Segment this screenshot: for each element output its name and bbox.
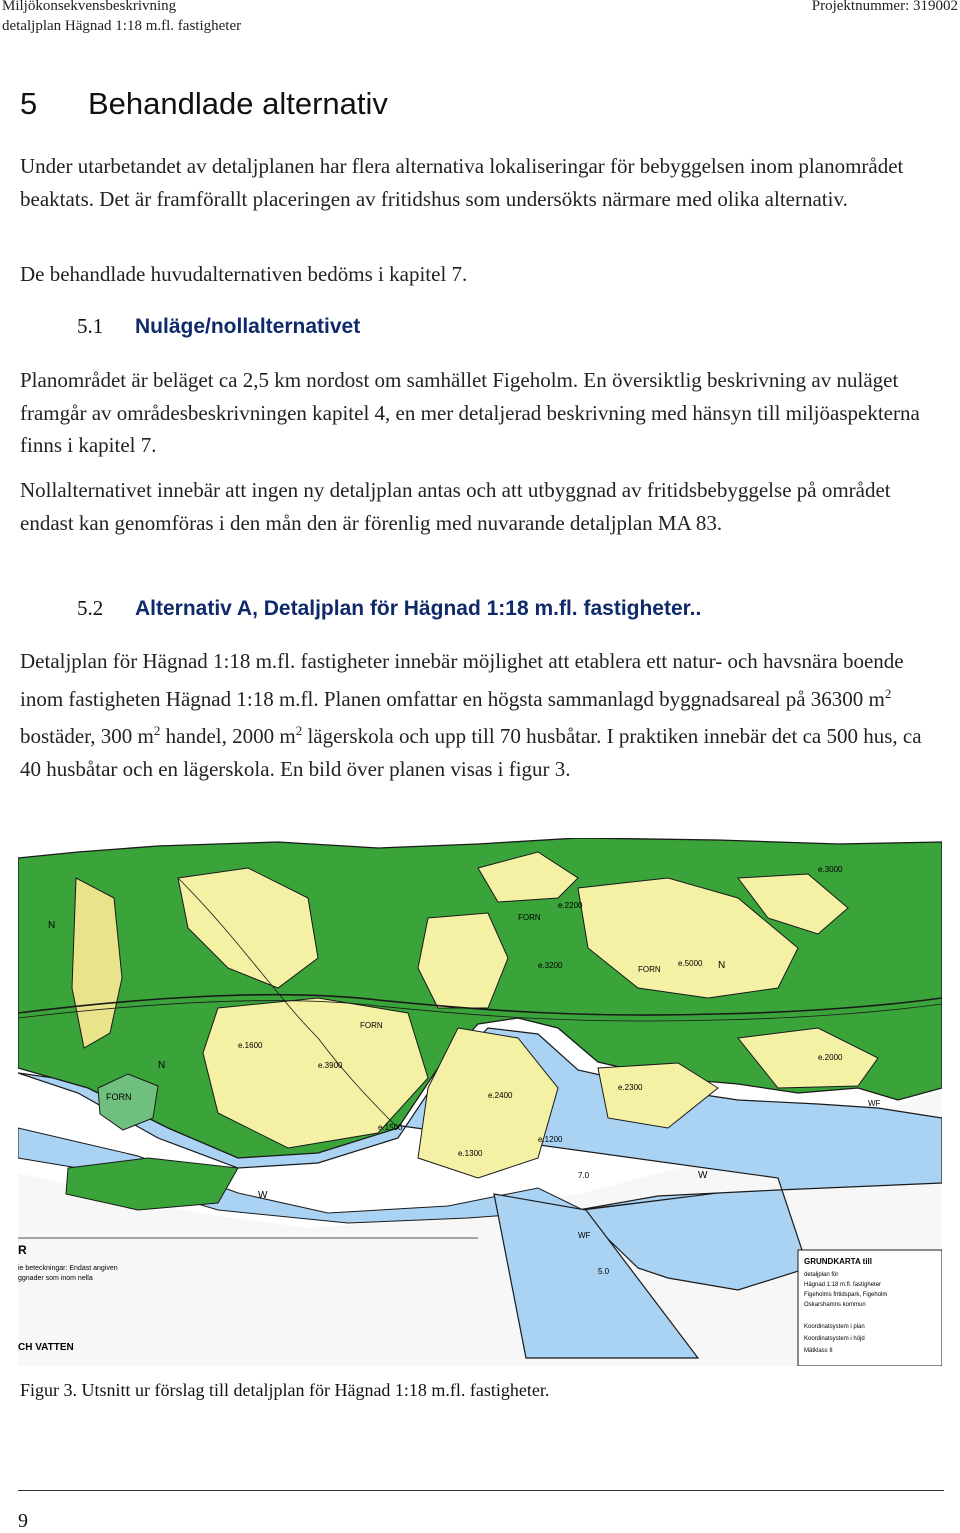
paragraph-nollalternativ: Nollalternativet innebär att ingen ny detaljplan antas och att utbyggnad av fritidsbebyggelse på området endast kan genomföras i den mån den är förenlig med nuvarande detaljplan MA 83. bbox=[20, 478, 891, 535]
map-label-e: e.3900 bbox=[318, 1061, 343, 1070]
map-grundkarta-title: GRUNDKARTA till bbox=[804, 1257, 872, 1266]
map-label-r: R bbox=[18, 1243, 27, 1257]
superscript: 2 bbox=[153, 723, 161, 738]
map-label-e: e.3200 bbox=[538, 961, 563, 970]
map-grundkarta-text: Oskarshamns kommun bbox=[804, 1302, 866, 1308]
page-number: 9 bbox=[18, 1510, 28, 1532]
map-label-e: e.5000 bbox=[678, 959, 703, 968]
map-legend-text: ie beteckningar: Endast angiven bbox=[18, 1265, 118, 1272]
section-intro: Under utarbetandet av detaljplanen har flera alternativa lokaliseringar för bebyggelsen inom planområdet beaktats. Det är framförallt placeringen av fritidshus som undersökts närmare med olika alternativ. bbox=[20, 154, 904, 211]
text-part: Detaljplan för Hägnad 1:18 m.fl. fastigheter innebär möjlighet att etablera ett natur- och havsnära boende inom fastigheten Hägnad 1:18 m.fl. Planen omfattar en högsta sammanlagd byggnadsareal på 36300 m bbox=[20, 649, 904, 711]
header-project-number: Projektnummer: 319002 bbox=[811, 0, 958, 14]
text-part: lägerskola och upp till 70 husbåtar. I praktiken innebär det ca 500 hus, ca 40 husbåtar och en lägerskola. En bild över planen visas i figur 3. bbox=[20, 724, 922, 781]
paragraph-nulage: Planområdet är beläget ca 2,5 km nordost om samhället Figeholm. En översiktlig beskrivning av nuläget framgår av områdesbeskrivningen kapitel 4, en mer detaljerad beskrivning med hänsyn till miljöaspekterna finns i kapitel 7. bbox=[20, 368, 920, 457]
superscript: 2 bbox=[884, 685, 892, 701]
map-grundkarta-text: Mätklass II bbox=[804, 1348, 833, 1354]
map-grundkarta-text: Figeholms fritidspark, Figeholm bbox=[804, 1292, 888, 1298]
subsection-title: Nuläge/nollalternativet bbox=[135, 315, 361, 338]
footer-line bbox=[18, 1490, 944, 1491]
map-label-e: e.2200 bbox=[558, 901, 583, 910]
subsection-heading-5-2 bbox=[77, 596, 701, 621]
section-heading bbox=[20, 86, 388, 122]
section-title: Behandlade alternativ bbox=[88, 86, 388, 121]
map-grundkarta-text: Koordinatsystem i höjd bbox=[804, 1336, 865, 1342]
map-label-wf: WF bbox=[868, 1099, 881, 1108]
map-label-value: 5.0 bbox=[598, 1267, 610, 1276]
map-grundkarta-text: Koordinatsystem i plan bbox=[804, 1324, 865, 1330]
paragraph-alternativ-a bbox=[20, 645, 940, 785]
map-label-e: e.2400 bbox=[488, 1091, 513, 1100]
section-ref: De behandlade huvudalternativen bedöms i kapitel 7. bbox=[20, 262, 468, 286]
subsection-heading-5-1 bbox=[77, 314, 360, 339]
subsection-number: 5.2 bbox=[77, 596, 104, 620]
superscript: 2 bbox=[295, 723, 303, 738]
text-part: bostäder, 300 m bbox=[20, 724, 154, 748]
header-doc-title: detaljplan Hägnad 1:18 m.fl. fastigheter bbox=[2, 18, 242, 34]
map-label-e: e.1300 bbox=[458, 1149, 483, 1158]
map-label-wf: WF bbox=[578, 1231, 591, 1240]
text-part: handel, 2000 m bbox=[160, 724, 296, 748]
map-label-n: N bbox=[158, 1060, 166, 1071]
map-label-w: W bbox=[698, 1170, 708, 1181]
map-label-e: e.1600 bbox=[238, 1041, 263, 1050]
map-water-label: CH VATTEN bbox=[18, 1342, 74, 1353]
map-label-e: e.1500 bbox=[378, 1123, 403, 1132]
map-legend-text: ggnader som inom nella bbox=[18, 1275, 93, 1282]
map-label-n: N bbox=[718, 960, 726, 971]
map-label-value: 7.0 bbox=[578, 1171, 590, 1180]
figure-caption: Figur 3. Utsnitt ur förslag till detaljplan för Hägnad 1:18 m.fl. fastigheter. bbox=[20, 1380, 550, 1400]
map-label-forn: FORN bbox=[106, 1092, 132, 1102]
map-label-forn: FORN bbox=[638, 965, 661, 974]
map-label-e: e.3000 bbox=[818, 865, 843, 874]
detail-plan-map bbox=[18, 838, 942, 1366]
map-grundkarta-text: Hägnad 1:18 m.fl. fastigheter bbox=[804, 1282, 882, 1288]
map-label-forn: FORN bbox=[360, 1021, 383, 1030]
map-label-forn: FORN bbox=[518, 913, 541, 922]
header-doc-type: Miljökonsekvensbeskrivning bbox=[2, 0, 177, 14]
map-grundkarta-text: detaljplan för bbox=[804, 1272, 839, 1278]
subsection-number: 5.1 bbox=[77, 314, 104, 338]
subsection-title: Alternativ A, Detaljplan för Hägnad 1:18 m.fl. fastigheter.. bbox=[135, 597, 702, 620]
section-number: 5 bbox=[20, 86, 38, 121]
map-label-e: e.2000 bbox=[818, 1053, 843, 1062]
map-label-n: N bbox=[48, 920, 56, 931]
map-label-e: e.2300 bbox=[618, 1083, 643, 1092]
map-label-w: W bbox=[258, 1190, 268, 1201]
map-label-e: e.1200 bbox=[538, 1135, 563, 1144]
